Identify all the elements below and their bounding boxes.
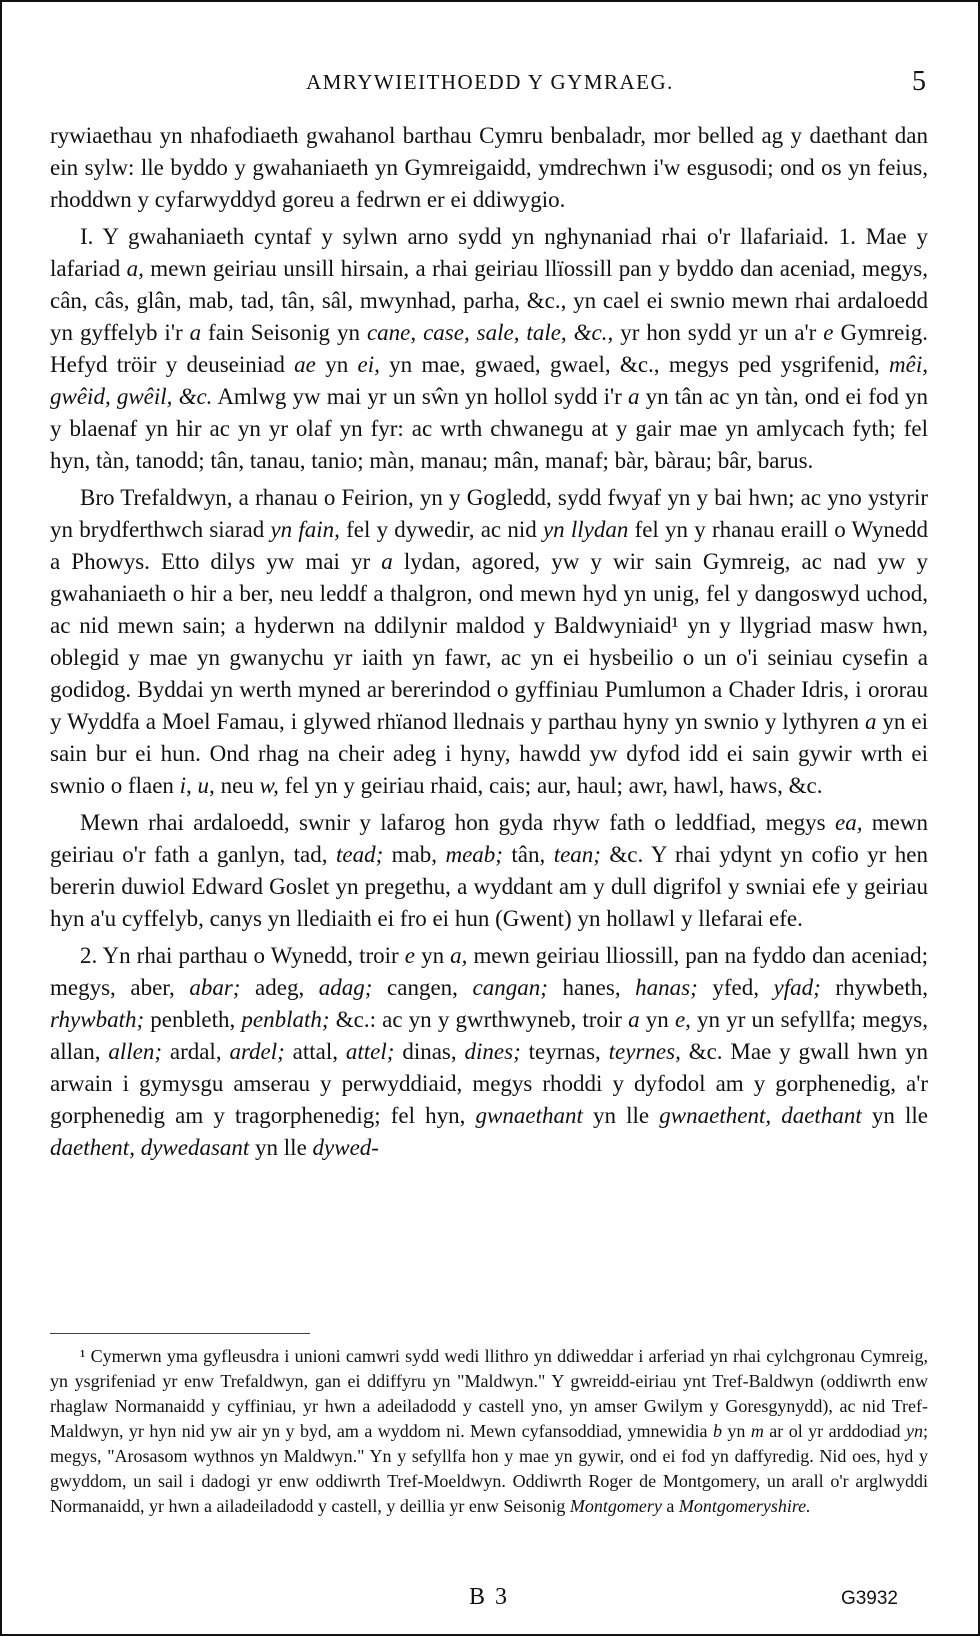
paragraph [50, 482, 928, 802]
italic-run: penblath; [241, 1007, 330, 1032]
paragraph [50, 807, 928, 935]
text-run: fel yn y rhanau eraill o Wynedd a Phowys. Etto dilys yw mai yr [50, 517, 929, 574]
reference-code: G3932 [840, 1588, 898, 1609]
italic-run: mêi, gwêid, gwêil, &c. [50, 352, 928, 409]
page-number: 5 [912, 66, 926, 97]
italic-run: a [628, 384, 640, 409]
text-run: &c. Y rhai ydynt yn cofio yr hen bererin duwiol Edward Goslet yn pregethu, a wyddant am y dull digrifol y swniai efe y geiriau hyn a'u cyffelyb, canys yn llediaith ei fro ei hun (Gwent) yn hollawl y llefarai efe. [50, 842, 928, 931]
text-run: Mewn rhai ardaloedd, swnir y lafarog hon gyda rhyw fath o leddfiad, megys [80, 810, 835, 835]
text-run: Gymreig. Hefyd tröir y deuseiniad [50, 320, 928, 377]
paragraph [50, 221, 928, 477]
text-run: penbleth, [144, 1007, 242, 1032]
text-run: adeg, [240, 975, 319, 1000]
text-run: yr hon sydd yr un a'r [613, 320, 824, 345]
italic-run: yn llydan [542, 517, 629, 542]
text-run: rhywbeth, [820, 975, 928, 1000]
text-run: ar ol yr arddodiad [763, 1421, 906, 1441]
italic-run: meab; [445, 842, 503, 867]
italic-run: a, [450, 943, 468, 968]
text-run: ¹ Cymerwn yma gyfleusdra i unioni camwri sydd wedi llithro yn ddiweddar i arferiad yn rhai cylchgronau Cymreig, yn ysgrifeniad yr enw Trefaldwyn, gan ei ddiffyru yn "Maldwyn." Y gwreidd-eiriau ynt Tref-Baldwyn (oddiwrth enw rhaglaw Normanaidd y cyffiniau, yr hwn a adeiladodd y castell yno, yn amser Gwilym y Goresgynydd), ac nid Tref-Maldwyn, yr hyn nid yw air yn y byd, am a wyddom ni. Mewn cyfansoddiad, ymnewidia [50, 1346, 928, 1441]
italic-run: ea, [834, 810, 863, 835]
text-run: yn [721, 1421, 751, 1441]
text-run: yn lle [249, 1135, 313, 1160]
italic-run: a [864, 709, 877, 734]
italic-run: adag; [318, 975, 373, 1000]
italic-run: attel; [345, 1039, 395, 1064]
italic-run: yfad; [773, 975, 821, 1000]
text-run: teyrnas, [520, 1039, 609, 1064]
italic-run: Montgomery [569, 1496, 662, 1516]
italic-run: ei, [357, 352, 380, 377]
page-header [50, 66, 930, 100]
italic-run: b [712, 1421, 722, 1441]
page-footer [50, 1584, 928, 1614]
text-run: I. Y gwahaniaeth cyntaf y sylwn arno sydd yn nghynaniad rhai o'r llafariaid. 1. Mae y lafariad [50, 224, 928, 281]
text-run: yn [414, 943, 451, 968]
italic-run: yn [906, 1421, 923, 1441]
text-run: 2. Yn rhai parthau o Wynedd, troir [80, 943, 405, 968]
text-run: mewn geiriau unsill hirsain, a rhai geiriau llïossill pan y byddo dan aceniad, megys, cân, câs, glân, mab, tad, tân, sâl, mwynhad, parha, &c., yn cael ei swnio mewn rhai ardaloedd yn gyffelyb i'r [50, 256, 928, 345]
italic-run: m [750, 1421, 764, 1441]
italic-run: ardel; [229, 1039, 285, 1064]
text-run: mewn geiriau o'r fath a ganlyn, tad, [50, 810, 928, 867]
italic-run: i, u, [179, 773, 215, 798]
paragraph [50, 120, 928, 216]
text-run: Bro Trefaldwyn, a rhanau o Feirion, yn y Gogledd, sydd fwyaf yn y bai hwn; ac yno ystyrir yn brydferthwch siarad [50, 485, 928, 542]
italic-run: yn fain, [270, 517, 340, 542]
text-run: yn mae, gwaed, gwael, &c., megys ped ysgrifenid, [379, 352, 890, 377]
text-run: yn [315, 352, 358, 377]
italic-run: e [823, 320, 834, 345]
italic-run: e, [674, 1007, 691, 1032]
signature-mark: B 3 [468, 1584, 509, 1610]
text-run: fel yn y geiriau rhaid, cais; aur, haul; awr, hawl, haws, &c. [278, 773, 823, 798]
text-run: yn [639, 1007, 675, 1032]
italic-run: dines; [464, 1039, 521, 1064]
text-run: dinas, [394, 1039, 465, 1064]
italic-run: a [381, 549, 393, 574]
running-head: AMRYWIEITHOEDD Y GYMRAEG. [306, 70, 674, 94]
text-run: &c. Mae y gwall hwn yn arwain i gymysgu amserau y perwyddiaid, megys rhoddi y dyfodol am y gorphenedig, a'r gorphenedig am y tragorphenedig; fel hyn, [50, 1039, 928, 1128]
italic-run: cane, case, sale, tale, &c., [366, 320, 614, 345]
text-run: yn tân ac yn tàn, ond ei fod yn y blaenaf yn hir ac yn yr olaf yn fyr: ac wrth chwanegu at y gair mae yn amlycach fyth; fel hyn, tàn, tanodd; tân, tanau, tanio; màn, manau; mân, manaf; bàr, bàrau; bâr, barus. [50, 384, 929, 473]
text-run: Amlwg yw mai yr un sŵn yn hollol sydd i'r [212, 384, 628, 409]
footnote [50, 1344, 928, 1519]
italic-run: abar; [189, 975, 241, 1000]
text-run: hanes, [547, 975, 636, 1000]
italic-run: teyrnes, [608, 1039, 681, 1064]
text-run: attal, [284, 1039, 346, 1064]
text-run: yn lle [582, 1103, 660, 1128]
text-run: yn ei sain bur ei hun. Ond rhag na cheir adeg i hyny, hawdd yw dyfod idd ei sain gywir wrth ei swnio o flaen [50, 709, 928, 798]
text-run: mewn geiriau lliossill, pan na fyddo dan aceniad; megys, aber, [50, 943, 929, 1000]
italic-run: rhywbath; [50, 1007, 145, 1032]
italic-run: gwnaethent, daethant [659, 1103, 862, 1128]
text-run: lydan, agored, yw y wir sain Gymreig, ac nad yw y gwahaniaeth o hir a ber, neu leddf a thalgron, ond mewn hyd yn unig, fel y dangoswyd uchod, ac nid mewn sain; a hyderwn na ddilynir maldod y Baldwyniaid¹ yn y llygriad masw hwn, oblegid y mae yn gwanychu yr iaith yn fawr, ac yn ei hysbeilio o un o'i seiniau cysefin a godidog. Byddai yn werth myned ar bererindod o gyffiniau Pumlumon a Chader Idris, i ororau y Wyddfa a Moel Famau, i glywed rhïanod llednais y parthau hyny yn swnio y lythyren [50, 549, 928, 734]
text-run: tân, [502, 842, 554, 867]
text-run: rywiaethau yn nhafodiaeth gwahanol barthau Cymru benbaladr, mor belled ag y daethant dan ein sylw: lle byddo y gwahaniaeth yn Gymreigaidd, ymdrechwn i'w esgusodi; ond os yn feius, rhoddwn y cyfarwyddyd goreu a fedrwn er ei ddiwygio. [50, 123, 928, 212]
text-run: cangen, [372, 975, 473, 1000]
text-run: yfed, [697, 975, 774, 1000]
italic-run: tean; [553, 842, 601, 867]
italic-run: allen; [108, 1039, 162, 1064]
italic-run: a, [126, 256, 144, 281]
text-run: &c.: ac yn y gwrthwyneb, troir [329, 1007, 629, 1032]
text-run: mab, [383, 842, 446, 867]
text-run: neu [214, 773, 260, 798]
paragraph [50, 940, 928, 1164]
italic-run: dywed- [312, 1135, 379, 1160]
text-run: ardal, [161, 1039, 230, 1064]
italic-run: ae [294, 352, 316, 377]
text-run: ; megys, "Arosasom wythnos yn Maldwyn." Yn y sefyllfa hon y mae yn gywir, ond ei fod yn daffyredig. Nid oes, hyd y gwyddom, un sail i dadogi yr enw oddiwrth Tref-Moeldwyn. Oddiwrth Roger de Montgomery, un arall o'r arglwyddi Normanaidd, yr hwn a ailadeiladodd y castell, y deillia yr enw Seisonig [50, 1421, 929, 1516]
italic-run: e [404, 943, 415, 968]
text-run: yn yr un sefyllfa; megys, allan, [50, 1007, 928, 1064]
italic-run: Montgomeryshire. [678, 1496, 811, 1516]
footnote-rule [50, 1333, 310, 1334]
italic-run: gwnaethant [475, 1103, 583, 1128]
text-run: a [661, 1496, 679, 1516]
italic-run: cangan; [472, 975, 548, 1000]
text-run: yn lle [861, 1103, 928, 1128]
italic-run: hanas; [635, 975, 698, 1000]
italic-run: a [628, 1007, 640, 1032]
text-run: fel y dywedir, ac nid [339, 517, 543, 542]
italic-run: daethent, dywedasant [50, 1135, 250, 1160]
text-run: fain Seisonig yn [201, 320, 367, 345]
main-text [50, 120, 928, 1169]
italic-run: a [189, 320, 202, 345]
italic-run: tead; [335, 842, 384, 867]
italic-run: w, [259, 773, 279, 798]
